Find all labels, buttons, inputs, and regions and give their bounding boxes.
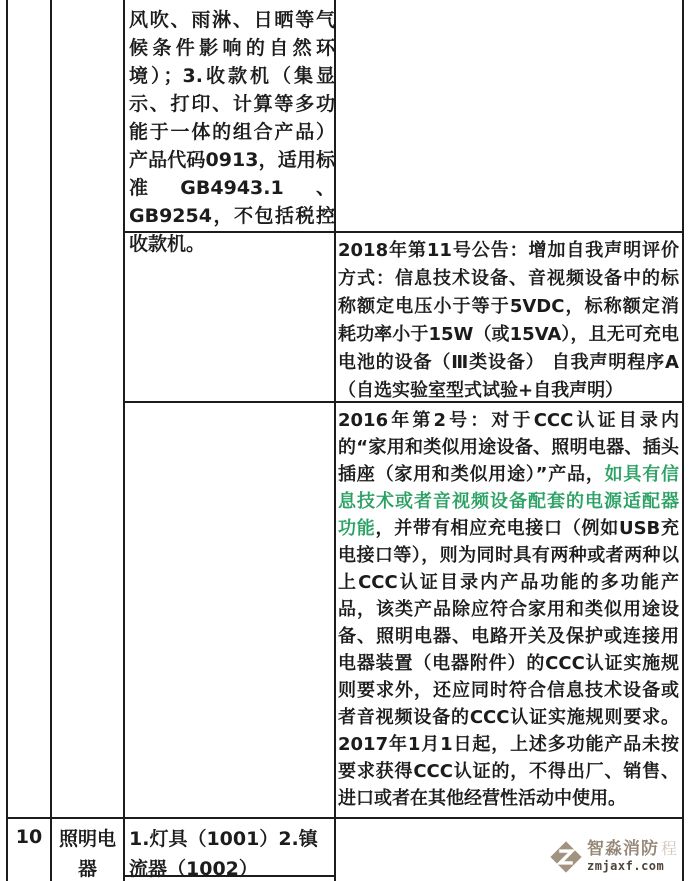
table-border-right: [682, 0, 684, 881]
announcement-2016-highlighted-clause: 如具有信息技术或者音视频设备配套的电源适配器功能: [338, 464, 679, 539]
announcement-2016-text-before-highlight: 2016年第2号：对于CCC认证目录内的“家用和类似用途设备、照明电器、插头插座（家用和类似用途）”产品，: [338, 410, 680, 485]
row10-sequence-number: 10: [15, 826, 43, 848]
zmjaxf-logo-icon: [549, 840, 583, 874]
row10-products-cell: 1.灯具（1001）2.镇流器（1002）: [129, 828, 318, 880]
table-border-left: [6, 0, 8, 881]
row9-announcement-2016-cell: [338, 407, 679, 812]
row10-category-cell: 照明电器: [58, 828, 116, 880]
watermark-text-block: [587, 841, 677, 872]
row-divider-row10-top: [6, 817, 684, 819]
table-border-seq-category: [50, 0, 52, 881]
row9-products-cell: 风吹、雨淋、日晒等气候条件影响的自然环境）；3.收款机（集显示、打印、计算等多功能于一体的组合产品）产品代码0913，适用标准GB4943.1、GB9254，不包括税控收款机。: [129, 9, 335, 255]
watermark-domain: zmjaxf.com: [587, 859, 665, 873]
row9-announcement-2018-cell: 2018年第11号公告：增加自我声明评价方式：信息技术设备、音视频设备中的标称额定电压小于等于5VDC，标称额定消耗功率小于15W（或15VA），且无可充电电池的设备（Ⅲ类设备） 自我声明程序A （自选实验室型式试验+自我声明）: [338, 240, 679, 401]
table-border-category-products: [123, 0, 125, 881]
zmjaxf-watermark: [549, 833, 689, 880]
watermark-brand-name: 智淼消防: [587, 839, 659, 859]
watermark-ghost-character: 程: [661, 839, 678, 858]
announcement-2016-text-after-highlight: ，并带有相应充电接口（例如USB充电接口等），则为同时具有两种或者两种以上CCC认证目录内产品功能的多功能产品，该类产品除应符合家用和类似用途设备、照明电器、电路开关及保护或连接用电器装置（电器附件）的CCC认证实施规则要求外，还应同时符合信息技术设备或者音视频设备的CCC认证实施规则要求。2017年1月1日起，上述多功能产品未按要求获得CCC认证的，不得出厂、销售、进口或者在其他经营性活动中使用。: [338, 518, 679, 809]
